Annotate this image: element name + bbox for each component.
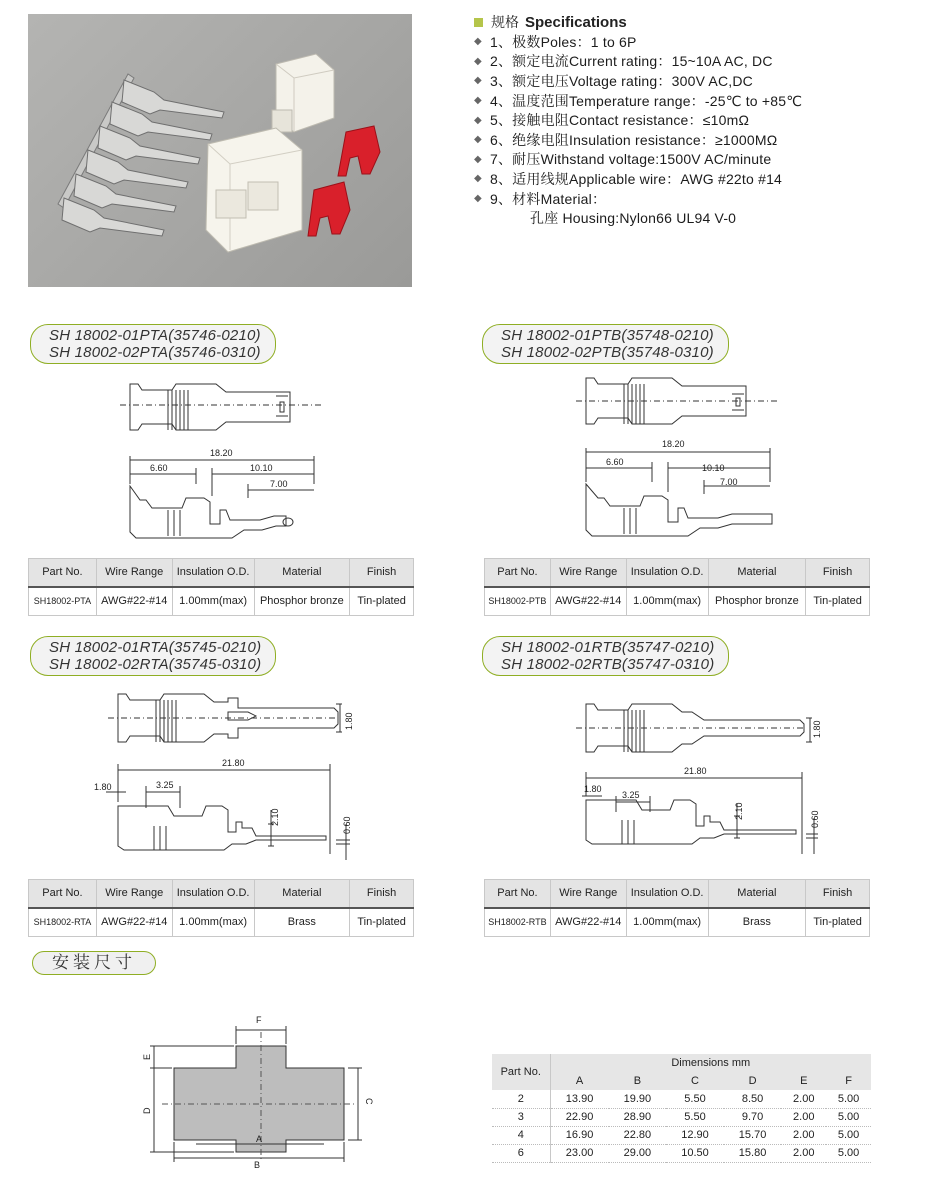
header-finish: Finish [806,880,870,908]
terminal-side-outline [586,800,796,844]
model-line: SH 18002-01PTB(35748-0210) [501,327,714,344]
terminal-top-outline [130,384,290,430]
cell-wire-range: AWG#22-#14 [96,587,172,616]
label-b: B [254,1160,261,1168]
dim-cell: 5.00 [826,1126,871,1144]
label-f: F [256,1015,262,1025]
dim-cell-part: 4 [492,1126,550,1144]
header-part-no: Part No. [29,559,97,587]
dim-col-header: E [781,1072,826,1090]
header-material: Material [254,880,350,908]
dim-row [492,1108,871,1126]
dim-total: 18.20 [210,448,233,458]
diamond-icon: ◆ [474,173,482,185]
header-insulation-od: Insulation O.D. [172,559,254,587]
diamond-icon: ◆ [474,75,482,87]
cell-insulation-od: 1.00mm(max) [172,908,254,937]
model-line: SH 18002-01RTA(35745-0210) [49,639,262,656]
dim-b: 10.10 [702,463,725,473]
model-pill-ptb [482,324,729,364]
header-wire-range: Wire Range [96,559,172,587]
spec-item [474,71,924,91]
model-line: SH 18002-01RTB(35747-0210) [501,639,715,656]
spec-item [474,150,924,170]
spec-text: 7、耐压Withstand voltage:1500V AC/minute [490,151,772,168]
dim-cell: 5.00 [826,1108,871,1126]
model-pill-pta [30,324,276,364]
header-wire-range: Wire Range [96,880,172,908]
cell-finish: Tin-plated [350,587,414,616]
model-line: SH 18002-01PTA(35746-0210) [49,327,261,344]
terminal-side-outline [118,806,326,850]
cell-part-no: SH18002-PTA [29,587,97,616]
cell-material: Brass [254,908,350,937]
header-finish: Finish [350,559,414,587]
model-pill-rtb [482,636,729,676]
spec-item [474,130,924,150]
dim-c: 7.00 [270,479,288,489]
diamond-icon: ◆ [474,36,482,48]
cell-wire-range: AWG#22-#14 [96,908,172,937]
dim-cell: 10.50 [666,1144,724,1162]
dim-total: 18.20 [662,439,685,449]
dim-cell: 15.70 [724,1126,782,1144]
dim-cell: 23.00 [550,1144,609,1162]
dim-b: 3.25 [156,780,174,790]
specifications-block [474,12,924,228]
label-d: D [142,1107,152,1114]
cell-part-no: SH18002-RTB [485,908,551,937]
label-e: E [142,1053,152,1060]
small-housing [272,54,334,132]
dim-cell-part: 2 [492,1090,550,1108]
spec-text: 3、额定电压Voltage rating：300V AC,DC [490,72,753,89]
install-cutout-drawing [136,1012,376,1168]
terminal-side-outline [130,486,286,538]
header-material: Material [708,559,806,587]
terminal-strip [58,74,224,236]
drawing-rta [88,684,358,864]
diamond-icon: ◆ [474,95,482,107]
dim-cell: 8.50 [724,1090,782,1108]
dim-row [492,1126,871,1144]
header-part-no: Part No. [485,880,551,908]
header-part-no: Part No. [29,880,97,908]
cell-wire-range: AWG#22-#14 [550,908,626,937]
dim-h2: 0.60 [342,816,352,834]
dim-col-header: F [826,1072,871,1090]
dim-cell: 2.00 [781,1144,826,1162]
large-housing [206,128,302,252]
product-photo [28,14,412,287]
header-finish: Finish [350,880,414,908]
dim-cell: 22.80 [609,1126,667,1144]
specifications-heading [474,12,924,32]
header-material: Material [708,880,806,908]
spec-table-pta [28,558,414,616]
heading-en: Specifications [525,13,627,31]
dim-cell: 29.00 [609,1144,667,1162]
dim-a: 1.80 [94,782,112,792]
label-a: A [256,1134,263,1144]
install-dimensions-label: 安装尺寸 [32,951,156,975]
dim-cell: 15.80 [724,1144,782,1162]
dim-cell: 5.50 [666,1108,724,1126]
model-pill-rta [30,636,276,676]
cell-insulation-od: 1.00mm(max) [626,587,708,616]
dim-a: 6.60 [150,463,168,473]
diamond-icon: ◆ [474,114,482,126]
spec-table-ptb [484,558,870,616]
cell-insulation-od: 1.00mm(max) [172,587,254,616]
cell-part-no: SH18002-RTA [29,908,97,937]
dim-pin: 1.80 [812,720,822,738]
diamond-icon: ◆ [474,134,482,146]
dim-cell: 12.90 [666,1126,724,1144]
diamond-icon: ◆ [474,193,482,205]
dim-header-part-no: Part No. [492,1054,550,1090]
spec-item [474,169,924,189]
dim-row [492,1090,871,1108]
dim-cell: 2.00 [781,1090,826,1108]
cell-material: Brass [708,908,806,937]
dim-h2: 0.60 [810,810,820,828]
dim-total: 21.80 [684,766,707,776]
dim-b: 10.10 [250,463,273,473]
spec-table-rtb [484,879,870,937]
cell-material: Phosphor bronze [254,587,350,616]
spec-table-rta [28,879,414,937]
dim-cell: 22.90 [550,1108,609,1126]
cell-insulation-od: 1.00mm(max) [626,908,708,937]
diamond-icon: ◆ [474,153,482,165]
dim-pin: 1.80 [344,712,354,730]
cell-finish: Tin-plated [350,908,414,937]
label-c: C [364,1098,374,1105]
spec-text: 9、材料Material： [490,190,607,207]
dim-total: 21.80 [222,758,245,768]
dim-cell: 9.70 [724,1108,782,1126]
header-wire-range: Wire Range [550,880,626,908]
diamond-icon: ◆ [474,55,482,67]
dim-cell: 13.90 [550,1090,609,1108]
header-wire-range: Wire Range [550,559,626,587]
model-line: SH 18002-02PTB(35748-0310) [501,344,714,361]
header-finish: Finish [806,559,870,587]
header-insulation-od: Insulation O.D. [172,880,254,908]
spec-text: 2、额定电流Current rating：15~10A AC, DC [490,53,773,70]
spec-text: 6、绝缘电阻Insulation resistance：≥1000MΩ [490,131,778,148]
drawing-ptb [556,372,796,552]
drawing-rtb [556,684,826,864]
cell-wire-range: AWG#22-#14 [550,587,626,616]
dim-c: 7.00 [720,477,738,487]
spec-item [474,91,924,111]
dim-cell-part: 6 [492,1144,550,1162]
spec-item [474,110,924,130]
dim-h1: 2.10 [270,808,280,826]
dim-header-title: Dimensions mm [550,1054,871,1072]
cell-finish: Tin-plated [806,908,870,937]
spec-item [474,52,924,72]
model-line: SH 18002-02PTA(35746-0310) [49,344,261,361]
dim-col-header: D [724,1072,782,1090]
heading-cn: 规格 [491,14,519,30]
cell-material: Phosphor bronze [708,587,806,616]
cell-part-no: SH18002-PTB [485,587,551,616]
dim-col-header: A [550,1072,609,1090]
model-line: SH 18002-02RTA(35745-0310) [49,656,262,673]
spec-item [474,189,924,209]
header-part-no: Part No. [485,559,551,587]
dim-cell-part: 3 [492,1108,550,1126]
spec-item [474,32,924,52]
dimensions-table [492,1054,871,1163]
spec-text: 4、温度范围Temperature range：-25℃ to +85℃ [490,92,803,109]
dim-cell: 5.00 [826,1144,871,1162]
dim-cell: 5.50 [666,1090,724,1108]
spec-material-sub: 孔座 Housing:Nylon66 UL94 V-0 [530,210,737,227]
dim-cell: 28.90 [609,1108,667,1126]
dim-cell: 2.00 [781,1126,826,1144]
dim-a: 1.80 [584,784,602,794]
dim-b: 3.25 [622,790,640,800]
dim-cell: 19.90 [609,1090,667,1108]
red-retainers [308,126,380,236]
dim-h1: 2.10 [734,802,744,820]
spec-text: 8、适用线规Applicable wire：AWG #22to #14 [490,170,783,187]
dim-a: 6.60 [606,457,624,467]
dim-cell: 5.00 [826,1090,871,1108]
spec-text: 1、极数Poles：1 to 6P [490,33,637,50]
header-material: Material [254,559,350,587]
cell-finish: Tin-plated [806,587,870,616]
terminal-side-outline [586,484,772,536]
dim-cell: 2.00 [781,1108,826,1126]
header-insulation-od: Insulation O.D. [626,880,708,908]
heading-square-icon [474,18,483,27]
dim-row [492,1144,871,1162]
header-insulation-od: Insulation O.D. [626,559,708,587]
spec-text: 5、接触电阻Contact resistance：≤10mΩ [490,112,750,129]
dim-col-header: B [609,1072,667,1090]
model-line: SH 18002-02RTB(35747-0310) [501,656,715,673]
dim-cell: 16.90 [550,1126,609,1144]
drawing-pta [100,372,340,552]
dim-col-header: C [666,1072,724,1090]
